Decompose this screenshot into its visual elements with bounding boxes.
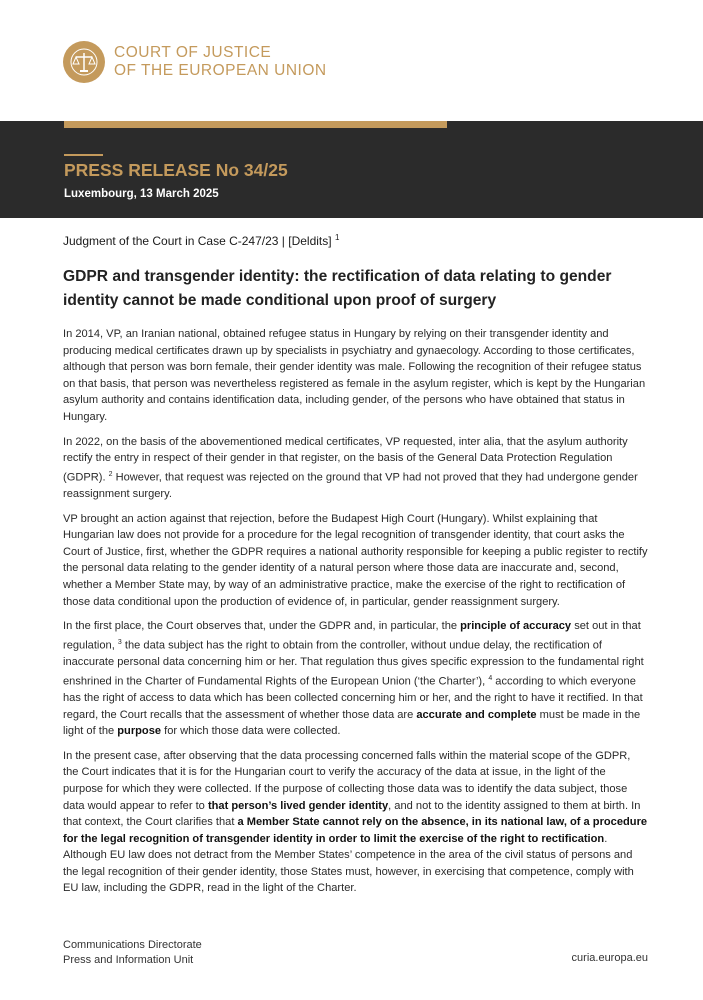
paragraph-text: In 2022, on the basis of the abovementioned medical certificates, VP requested, inter alia, that the asylum authority rectify the entry in respect of their gender in that register, on the basis of the General Data Protection Regulation (GDPR). [63,435,628,484]
emphasis: principle of accuracy [460,620,572,633]
judgment-text: Judgment of the Court in Case C-247/23 | [Deldits] [63,234,332,248]
paragraph-text: VP brought an action against that rejection, before the Budapest High Court (Hungary). Whilst explaining that Hungarian law does not provide for a procedure for the legal recognition of transgender identity, that court asks the Court of Justice, first, whether the GDPR requires a national authority responsible for keeping a public register to rectify the personal data relating to the gender identity of a natural person where those data are inaccurate and, second, whether a Member State may, by way of an administrative practice, make the exercise of the right to rectification of those data conditional upon the production of evidence of, in particular, gender reassignment surgery. [63,512,648,608]
paragraph [63,326,648,426]
paragraph-text: In the first place, the Court observes that, under the GDPR and, in particular, the [63,620,461,633]
logo-line-2: OF THE EUROPEAN UNION [114,62,327,79]
court-seal-icon [63,41,105,83]
paragraph-text: must be made in the light of the [63,708,641,738]
paragraph-text: . Although EU law does not detract from the Member States’ competence in the area of the civil status of persons and the legal recognition of their gender identity, those States must, however, in exercising that competence, comply with EU law, including the GDPR, read in the light of the Charter. [63,832,634,895]
paragraph-text: according to which everyone has the right of access to data which has been collected concerning him or her, and the right to have it rectified. In that regard, the Court recalls that the assessment of whether those data are [63,675,643,721]
footer-website-link[interactable]: curia.europa.eu [571,952,648,964]
footnote-ref[interactable]: 1 [334,233,340,242]
footnote-ref[interactable]: 4 [488,674,493,682]
paragraph [63,618,648,740]
paragraph [63,748,648,897]
paragraph-text: set out in that regulation, [63,620,641,652]
paragraph-text: In the present case, after observing that the data processing concerned falls within the material scope of the GDPR, the Court indicates that it is for the Hungarian court to verify the accuracy of the data at issue, in the light of the purpose for which they were collected. If the purpose of collecting those data was to identify the data subject, those data would appear to refer to [63,749,631,812]
press-release-number: PRESS RELEASE No 34/25 [64,160,288,180]
judgment-reference [63,233,339,248]
footer-directorate [63,938,202,967]
press-release-banner [0,121,703,218]
court-logo [63,41,327,83]
footer-line-2: Press and Information Unit [63,953,194,966]
paragraph [63,511,648,611]
paragraph-text: for which those data were collected. [161,725,341,738]
emphasis: a Member State cannot rely on the absence, in its national law, of a procedure for the legal recognition of transgender identity in order to limit the exercise of the right to rectification [63,816,648,845]
paragraph-text: However, that request was rejected on the ground that VP had not proved that they had undergone gender reassignment surgery. [63,471,638,501]
footnote-ref[interactable]: 2 [108,470,113,478]
paragraph-text: , and not to the identity assigned to them at birth. In that context, the Court clarifies that [63,799,641,829]
emphasis: that person’s lived gender identity [207,799,389,812]
body-text [63,326,648,905]
paragraph-text: the data subject has the right to obtain from the controller, without undue delay, the rectification of inaccurate personal data concerning him or her. That regulation thus gives specific expression to the fundamental right enshrined in the Charter of Fundamental Rights of the European Union (‘the Charter’), [63,639,644,688]
press-release-date: Luxembourg, 13 March 2025 [64,188,219,200]
banner-accent-bar [64,121,447,128]
emphasis: purpose [117,725,162,738]
paragraph [63,434,648,503]
footer-line-1: Communications Directorate [63,939,202,951]
banner-dash [64,154,103,156]
footnote-ref[interactable]: 3 [117,638,122,646]
emphasis: accurate and complete [416,708,537,721]
headline: GDPR and transgender identity: the rectification of data relating to gender identity cannot be made conditional upon proof of surgery [63,268,612,309]
logo-line-1: COURT OF JUSTICE [114,44,272,61]
logo-text [114,44,327,80]
paragraph-text: In 2014, VP, an Iranian national, obtained refugee status in Hungary by relying on their transgender identity and producing medical certificates drawn up by specialists in psychiatry and gynaecology. According to those certificates, although that person was born female, their gender identity was male. Following the recognition of their refugee status on that basis, that person was nevertheless registered as female in the asylum register, which is kept by the Hungarian asylum authority and contains identification data, including gender, of the persons who have obtained that status in Hungary. [63,328,646,423]
